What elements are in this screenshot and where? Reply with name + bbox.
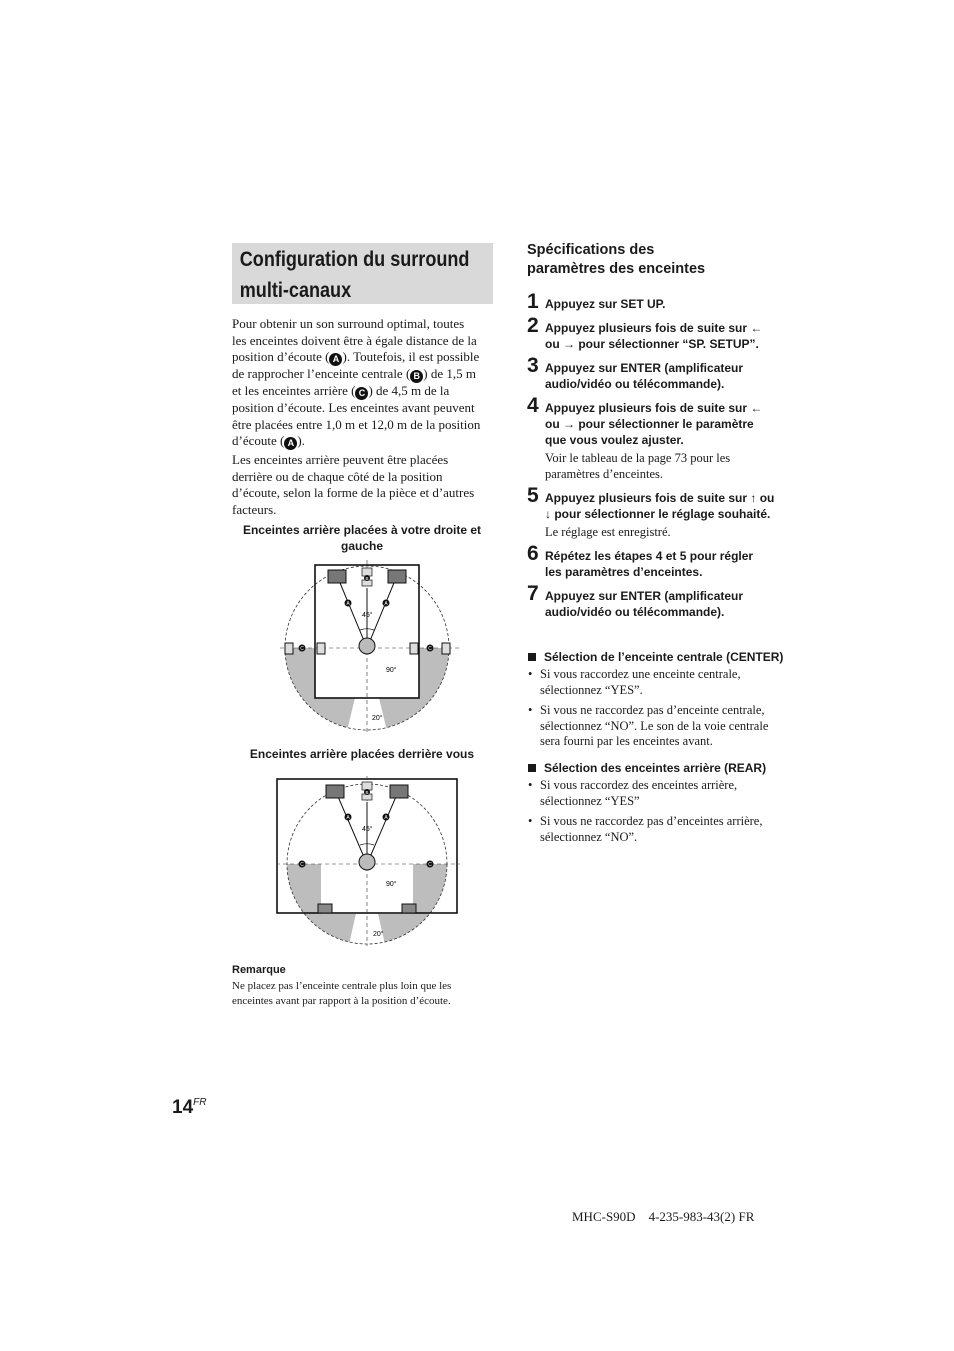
label-c-right: C xyxy=(428,862,432,868)
bullet-icon: • xyxy=(528,814,533,828)
text-line: d’écoute ( A ). xyxy=(232,433,305,448)
angle-20: 20° xyxy=(372,715,383,722)
text-line: facteurs. xyxy=(232,501,277,517)
center-bullet-1: • Si vous raccordez une enceinte centrale, sélectionnez “YES”. xyxy=(528,667,741,697)
text-line: position d’écoute ( A ). Toutefois, il est possible xyxy=(232,349,480,364)
model-code: MHC-S90D 4-235-983-43(2) FR xyxy=(572,1209,755,1224)
text-line: derrière ou de chaque côté de la position xyxy=(232,468,443,484)
label-a-left: A xyxy=(346,601,350,607)
speaker-diagram-behind xyxy=(276,776,460,946)
rear-bullet-1: • Si vous raccordez des enceintes arrière, sélectionnez “YES” xyxy=(528,778,738,808)
text-line: les enceintes doivent être à égale distance de la xyxy=(232,332,477,348)
text-line: Pour obtenir un son surround optimal, toutes xyxy=(232,316,465,331)
step-1: 1 Appuyez sur SET UP. xyxy=(527,290,666,313)
bullet-icon: • xyxy=(528,703,533,717)
label-a-right: A xyxy=(384,601,388,607)
bullet-icon: • xyxy=(528,778,533,792)
rear-paragraph xyxy=(232,452,498,518)
square-bullet-icon xyxy=(528,764,536,772)
center-bullet-2: • Si vous ne raccordez pas d’enceinte centrale, sélectionnez “NO”. Le son de la voie centrale sera fourni par les enceintes avant. xyxy=(528,703,769,748)
page-number: $14^{FR}$ xyxy=(172,1097,207,1118)
step-4: 4 Appuyez plusieurs fois de suite sur ← ou → pour sélectionner le paramètre que vous voulez ajuster. Voir le tableau de la page 73 pour les paramètres d’enceintes. xyxy=(527,394,763,481)
step-3: 3 Appuyez sur ENTER (amplificateur audio/vidéo ou télécommande). xyxy=(527,354,744,391)
speaker-diagram-sides xyxy=(280,560,460,732)
note-text: Ne placez pas l’enceinte centrale plus loin que les xyxy=(232,980,452,992)
label-b: B xyxy=(365,790,369,795)
diagram1-caption: Enceintes arrière placées à votre droite et gauche xyxy=(242,523,482,553)
bullet-icon: • xyxy=(528,667,533,681)
note-block xyxy=(232,963,502,1008)
section-title-line2: multi-canaux xyxy=(239,279,352,302)
label-a-left: A xyxy=(346,815,350,821)
step-6: 6 Répétez les étapes 4 et 5 pour régler les paramètres d’enceintes. xyxy=(527,542,754,579)
section-rear-title: Sélection des enceintes arrière (REAR) xyxy=(528,760,766,776)
label-c-left: C xyxy=(300,862,304,868)
step-7: 7 Appuyez sur ENTER (amplificateur audio/vidéo ou télécommande). xyxy=(527,582,744,619)
step-5: 5 Appuyez plusieurs fois de suite sur ↑ ou ↓ pour sélectionner le réglage souhaité. Le réglage est enregistré. xyxy=(527,484,775,539)
marker-a: A xyxy=(329,353,342,366)
text-line: position d’écoute. Les enceintes avant peuvent xyxy=(232,400,475,415)
text-line: d’écoute, selon la forme de la pièce et d’autres xyxy=(232,485,475,500)
marker-a: A xyxy=(284,437,297,450)
label-a-right: A xyxy=(384,815,388,821)
step-2: 2 Appuyez plusieurs fois de suite sur ← ou → pour sélectionner “SP. SETUP”. xyxy=(527,314,763,351)
label-c-left: C xyxy=(300,646,304,652)
note-title: Remarque xyxy=(232,964,286,976)
text-line: être placées entre 1,0 m et 12,0 m de la position xyxy=(232,416,481,432)
text-line: et les enceintes arrière ( C ) de 4,5 m de la xyxy=(232,383,450,398)
label-c-right: C xyxy=(428,646,432,652)
angle-20: 20° xyxy=(373,931,384,938)
intro-paragraph xyxy=(232,316,498,450)
note-text: enceintes avant par rapport à la position d’écoute. xyxy=(232,994,451,1007)
text-line: Les enceintes arrière peuvent être placées xyxy=(232,452,449,467)
square-bullet-icon xyxy=(528,653,536,661)
section-title-line1: Configuration du surround xyxy=(239,248,470,271)
angle-45: 45° xyxy=(362,612,373,619)
section-title-box xyxy=(232,243,493,304)
right-heading: Spécifications des paramètres des enceintes xyxy=(527,242,706,277)
diagram2-caption: Enceintes arrière placées derrière vous xyxy=(249,747,475,761)
angle-45: 45° xyxy=(362,826,373,833)
rear-bullet-2: • Si vous ne raccordez pas d’enceintes arrière, sélectionnez “NO”. xyxy=(528,814,763,844)
angle-90: 90° xyxy=(386,667,397,674)
text-line: de rapprocher l’enceinte centrale ( B ) de 1,5 m xyxy=(232,366,476,381)
label-b: B xyxy=(365,576,369,581)
marker-b: B xyxy=(410,370,423,383)
section-center-title: Sélection de l’enceinte centrale (CENTER) xyxy=(528,649,783,665)
marker-c: C xyxy=(355,387,368,400)
angle-90: 90° xyxy=(386,881,397,888)
